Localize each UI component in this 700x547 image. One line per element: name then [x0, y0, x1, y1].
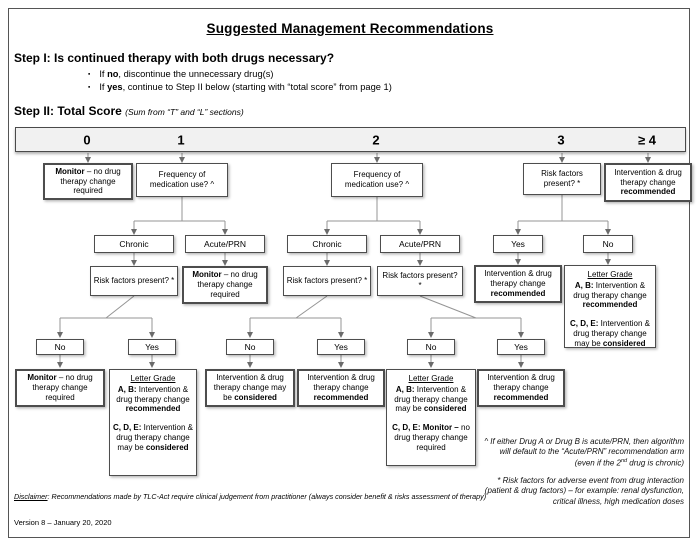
node-s1-chronic: Chronic — [94, 235, 174, 253]
node-s3-no: No — [583, 235, 633, 253]
score-label-0: 0 — [83, 132, 91, 147]
version-label: Version 8 – January 20, 2020 — [14, 518, 112, 527]
node-s3-yes: Yes — [493, 235, 543, 253]
step2-heading: Step II: Total Score (Sum from “T” and “L” sections) — [14, 104, 244, 118]
step2-note: (Sum from “T” and “L” sections) — [125, 107, 244, 117]
node-s0-monitor: Monitor – no drug therapy change required — [43, 163, 133, 200]
node-s2-acute-yes: Yes — [497, 339, 545, 355]
node-s1-acute-prn: Acute/PRN — [185, 235, 265, 253]
footnote-caret: ^ If either Drug A or Drug B is acute/PRN, then algorithm will default to the “Acute/PRN” recommendation arm (even if the 2nd drug is chronic) — [484, 437, 684, 468]
score-label-1: 1 — [177, 132, 185, 147]
page-title: Suggested Management Recommendations — [206, 21, 494, 36]
node-s2-acute-no-letter-grade: Letter Grade A, B: Intervention & drug therapy change may be considered C, D, E: Monitor – no drug therapy change required — [386, 369, 476, 466]
node-s2-frequency: Frequency of medication use? ^ — [331, 163, 423, 197]
score-label-3: 3 — [557, 132, 565, 147]
node-s2-acute-prn: Acute/PRN — [380, 235, 460, 253]
node-s2-chronic-risk: Risk factors present? * — [283, 266, 371, 296]
node-s2-acute-no: No — [407, 339, 455, 355]
total-score-bar — [15, 127, 686, 152]
node-s1-chronic-risk: Risk factors present? * — [90, 266, 178, 296]
node-s2-chronic: Chronic — [287, 235, 367, 253]
node-s1-acute-monitor: Monitor – no drug therapy change required — [182, 266, 268, 304]
node-s2-acute-yes-recommended: Intervention & drug therapy change recommended — [477, 369, 565, 407]
step1-heading: Step I: Is continued therapy with both drugs necessary? — [14, 51, 335, 65]
bullet-icon: ▪ — [88, 83, 91, 91]
step1-bullet-no: ▪ If no, discontinue the unnecessary drug(s) — [88, 69, 274, 79]
node-s1-risk-yes: Yes — [128, 339, 176, 355]
node-s2-chronic-yes: Yes — [317, 339, 365, 355]
node-s3-yes-recommended: Intervention & drug therapy change recommended — [474, 265, 562, 303]
node-s4-recommended: Intervention & drug therapy change recommended — [604, 163, 692, 202]
node-s2-yes-recommended: Intervention & drug therapy change recommended — [297, 369, 385, 407]
node-s2-acute-risk: Risk factors present? * — [377, 266, 463, 296]
node-s1-frequency: Frequency of medication use? ^ — [136, 163, 228, 197]
score-label-2: 2 — [372, 132, 380, 147]
disclaimer: Disclaimer: Recommendations made by TLC-Act require clinical judgement from practitioner (always consider benefit & risks assessment of therapy) — [14, 492, 487, 501]
node-s3-no-letter-grade: Letter Grade A, B: Intervention & drug therapy change recommended C, D, E: Intervention & drug therapy change may be considered — [564, 265, 656, 348]
node-s1-risk-no: No — [36, 339, 84, 355]
node-s2-no-considered: Intervention & drug therapy change may be considered — [205, 369, 295, 407]
node-s3-risk-factors: Risk factors present? * — [523, 163, 601, 195]
bullet-icon: ▪ — [88, 70, 91, 78]
footnote-star: * Risk factors for adverse event from drug interaction (patient & drug factors) – for example: renal dysfunction, critical illness, high medication doses — [484, 476, 684, 506]
node-s1-no-monitor: Monitor – no drug therapy change required — [15, 369, 105, 407]
score-label-4plus: ≥ 4 — [638, 132, 656, 147]
step1-bullet-yes: ▪ If yes, continue to Step II below (starting with “total score” from page 1) — [88, 82, 392, 92]
node-s2-chronic-no: No — [226, 339, 274, 355]
node-s1-yes-letter-grade: Letter Grade A, B: Intervention & drug therapy change recommended C, D, E: Intervention & drug therapy change may be considered — [109, 369, 197, 476]
